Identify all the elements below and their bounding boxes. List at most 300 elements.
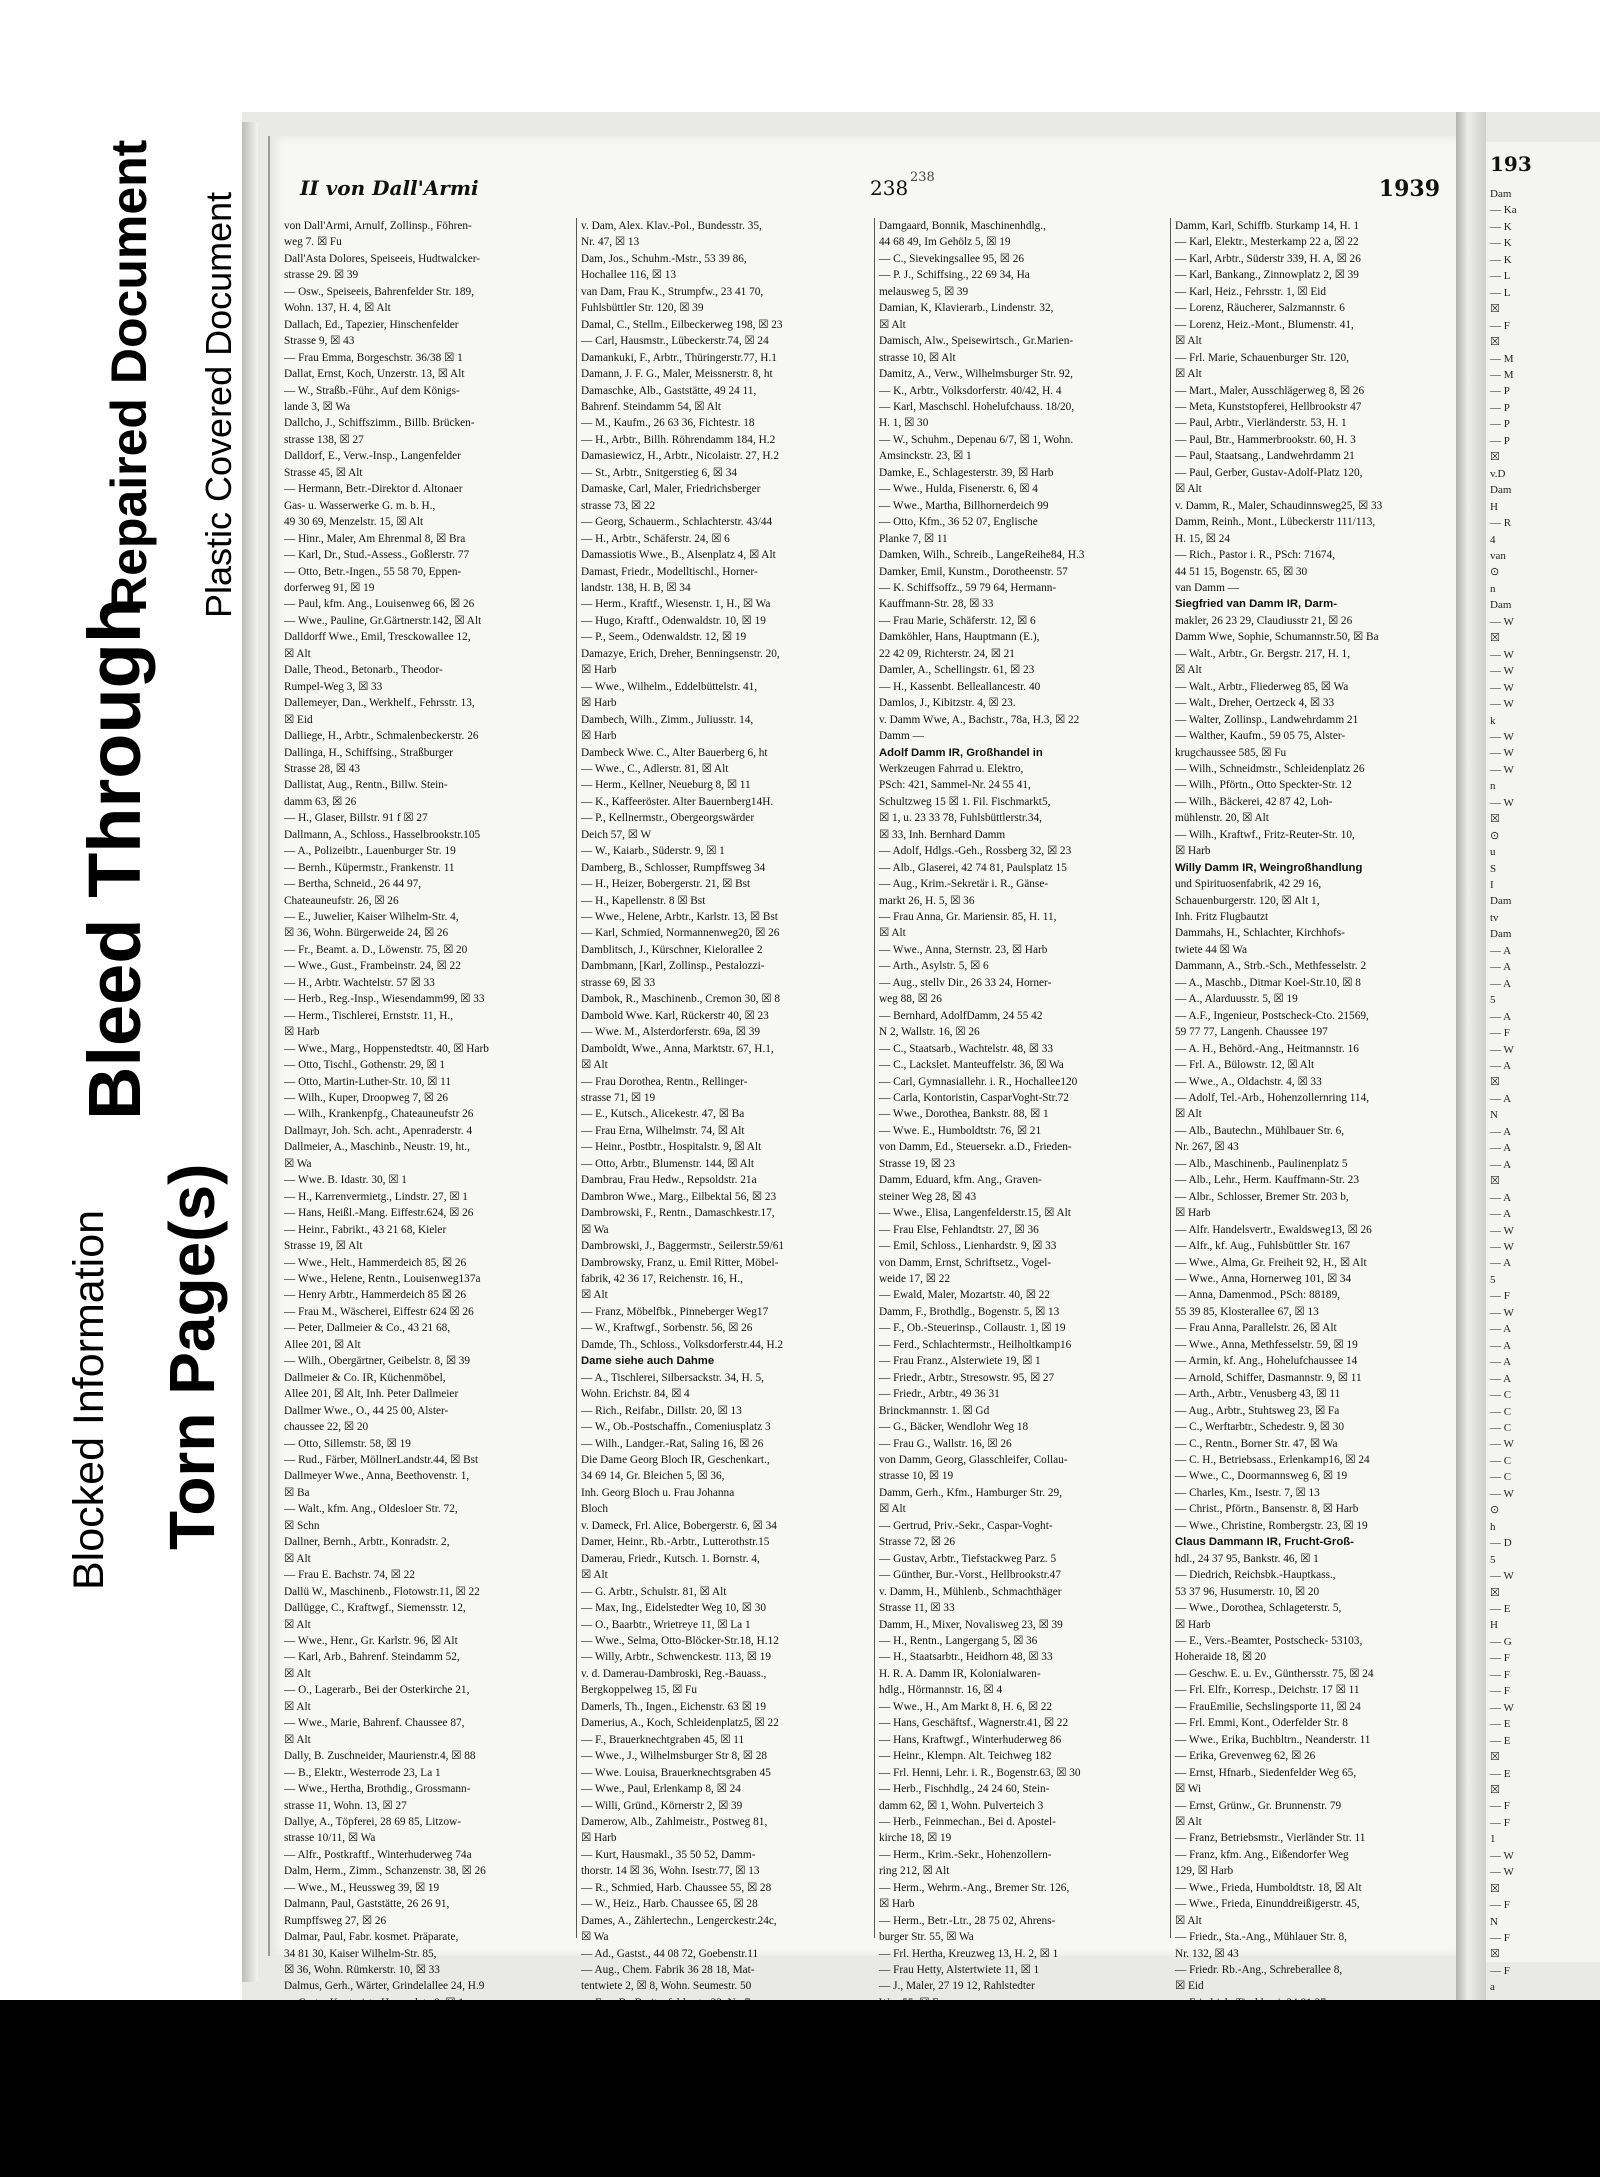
directory-entry: — E., Kutsch., Alicekestr. 47, ☒ Ba <box>581 1108 745 1121</box>
directory-entry: ☒ Alt <box>284 1700 311 1713</box>
directory-entry: Dallü W., Maschinenb., Flotowstr.11, ☒ 22 <box>284 1585 480 1598</box>
directory-entry: von Damm, Ernst, Schriftsetz., Vogel- <box>879 1256 1052 1269</box>
directory-entry: ☒ Wi <box>1175 1783 1202 1796</box>
facing-page-line: — C <box>1490 1471 1512 1484</box>
directory-entry: Claus Dammann IR, Frucht-Groß- <box>1175 1536 1354 1549</box>
directory-entry: — Wwe., Marg., Hoppenstedtstr. 40, ☒ Harb <box>284 1042 489 1055</box>
directory-entry: Dames, A., Zählertechn., Lengerckestr.24c, <box>581 1914 777 1927</box>
directory-entry: markt 26, H. 5, ☒ 36 <box>879 894 975 907</box>
facing-page-line: — A <box>1490 977 1512 990</box>
facing-page-line: u <box>1490 846 1496 859</box>
facing-page-line: — F <box>1490 1932 1510 1945</box>
directory-entry: Damke, E., Schlagesterstr. 39, ☒ Harb <box>879 466 1054 479</box>
directory-entry: strasse 10/11, ☒ Wa <box>284 1832 376 1845</box>
directory-entry: — Frau Hetty, Alstertwiete 11, ☒ 1 <box>879 1964 1040 1977</box>
directory-entry: van Damm — <box>1175 581 1240 594</box>
facing-page-line: — F <box>1490 1027 1510 1040</box>
directory-entry: Damm — <box>879 730 924 743</box>
directory-entry: — Frl. Hertha, Kreuzweg 13, H. 2, ☒ 1 <box>879 1947 1059 1960</box>
directory-entry: — G. Arbtr., Schulstr. 81, ☒ Alt <box>581 1585 727 1598</box>
directory-entry: — Herm., Wehrm.-Ang., Bremer Str. 126, <box>879 1881 1070 1894</box>
directory-entry: — Arth., Asylstr. 5, ☒ 6 <box>879 960 989 973</box>
directory-entry: melausweg 5, ☒ 39 <box>879 285 969 298</box>
directory-entry: — Wwe., Marie, Bahrenf. Chaussee 87, <box>284 1717 465 1730</box>
directory-entry: — W., Kaiarb., Süderstr. 9, ☒ 1 <box>581 845 725 858</box>
plastic-covered-label: Plastic Covered Document <box>198 191 239 618</box>
directory-entry: — H., Rentn., Langergang 5, ☒ 36 <box>879 1634 1038 1647</box>
directory-entry: burger Str. 55, ☒ Wa <box>879 1931 974 1944</box>
directory-entry: — Wwe., Henr., Gr. Karlstr. 96, ☒ Alt <box>284 1634 458 1647</box>
directory-entry: — Carl, Hausmstr., Lübeckerstr.74, ☒ 24 <box>581 335 769 348</box>
directory-entry: Dallmayr, Joh. Sch. acht., Apenraderstr. 4 <box>284 1124 473 1137</box>
facing-page-line: H <box>1490 1619 1498 1632</box>
directory-entry: Dally, B. Zuschneider, Maurienstr.4, ☒ 88 <box>284 1750 476 1763</box>
directory-entry: — Diedrich, Reichsbk.-Hauptkass., <box>1175 1569 1336 1582</box>
directory-entry: Willy Damm IR, Weingroßhandlung <box>1175 861 1363 874</box>
facing-page-line: ☒ <box>1490 632 1500 645</box>
directory-entry: ☒ Ba <box>284 1486 310 1499</box>
facing-page-line: — L <box>1490 286 1511 299</box>
directory-entry: — Günther, Bur.-Vorst., Hellbrookstr.47 <box>879 1569 1061 1582</box>
directory-entry: — Friedr., Arbtr., Stresowstr. 95, ☒ 27 <box>879 1371 1055 1384</box>
facing-page-year: 193 <box>1490 152 1532 176</box>
directory-entry: — H., Heizer, Bobergerstr. 21, ☒ Bst <box>581 878 751 891</box>
facing-page-line: — A <box>1490 1356 1512 1369</box>
directory-entry: Damann, J. F. G., Maler, Meissnerstr. 8, ht <box>581 368 773 381</box>
directory-entry: Dame siehe auch Dahme <box>581 1355 715 1368</box>
scan-bottom-margin <box>0 2000 1600 2177</box>
facing-page-line: H <box>1490 500 1498 513</box>
directory-entry: Dalmus, Gerh., Wärter, Grindelallee 24, H.9 <box>284 1980 485 1993</box>
directory-entry: — Wilh., Kuper, Droopweg 7, ☒ 26 <box>284 1092 449 1105</box>
directory-entry: Inh. Fritz Flugbautzt <box>1175 911 1269 924</box>
directory-entry: hdlg., Hörmannstr. 16, ☒ 4 <box>879 1684 1003 1697</box>
directory-entry: — Heinr., Fabrikt., 43 21 68, Kieler <box>284 1223 447 1236</box>
facing-page-line: — A <box>1490 1092 1512 1105</box>
directory-entry: — W., Straßb.-Führ., Auf dem Königs- <box>284 384 460 397</box>
directory-entry: ☒ Harb <box>879 1898 915 1911</box>
directory-entry: — Albr., Schlosser, Bremer Str. 203 b, <box>1175 1190 1349 1203</box>
directory-entry: damm 63, ☒ 26 <box>284 795 357 808</box>
directory-entry: — Adolf, Hdlgs.-Geh., Rossberg 32, ☒ 23 <box>879 845 1072 858</box>
facing-page-line: — W <box>1490 1438 1514 1451</box>
directory-entry: 55 39 85, Klosterallee 67, ☒ 13 <box>1175 1305 1319 1318</box>
facing-page-line: 5 <box>1490 994 1496 1007</box>
directory-entry: — Bertha, Schneid., 26 44 97, <box>284 878 422 891</box>
directory-entry: — H., Arbtr., Schäferstr. 24, ☒ 6 <box>581 532 730 545</box>
directory-entry: — O., Lagerarb., Bei der Osterkirche 21, <box>284 1684 470 1697</box>
directory-entry: — C., Staatsarb., Wachtelstr. 48, ☒ 33 <box>879 1042 1054 1055</box>
directory-entry: 53 37 96, Husumerstr. 10, ☒ 20 <box>1175 1585 1320 1598</box>
directory-entry: Dallmeyer Wwe., Anna, Beethovenstr. 1, <box>284 1470 470 1483</box>
directory-entry: — Adolf, Tel.-Arb., Hohenzollernring 114, <box>1175 1092 1370 1105</box>
facing-page-line: ⊙ <box>1490 1504 1500 1517</box>
directory-entry: ☒ Alt <box>1175 1815 1202 1828</box>
directory-entry: Damm, Karl, Schiffb. Sturkamp 14, H. 1 <box>1175 220 1359 232</box>
directory-entry: weg 88, ☒ 26 <box>879 993 942 1006</box>
directory-entry: — Walt., Arbtr., Fliederweg 85, ☒ Wa <box>1175 680 1349 693</box>
directory-entry: — Paul, kfm. Ang., Louisenweg 66, ☒ 26 <box>284 598 475 611</box>
facing-page-line: N <box>1490 1915 1498 1928</box>
directory-entry: — Henry Arbtr., Hammerdeich 85 ☒ 26 <box>284 1289 467 1302</box>
directory-entry: — Hans, Heißl.-Mang. Eiffestr.624, ☒ 26 <box>284 1207 474 1220</box>
directory-entry: — Carla, Kontoristin, CasparVoght-Str.72 <box>879 1092 1069 1105</box>
facing-page-line: — L <box>1490 270 1511 283</box>
directory-entry: v. Damm, H., Mühlenb., Schmachthäger <box>879 1585 1062 1598</box>
directory-entry: — Bernh., Küpermstr., Frankenstr. 11 <box>284 861 455 874</box>
directory-entry: Inh. Georg Bloch u. Frau Johanna <box>581 1486 735 1499</box>
directory-entry: ☒ Alt <box>284 1733 311 1746</box>
directory-entry: — O., Baarbtr., Wrietreye 11, ☒ La 1 <box>581 1618 751 1631</box>
directory-entry: Dallat, Ernst, Koch, Unzerstr. 13, ☒ Alt <box>284 368 465 381</box>
directory-entry: — Anna, Damenmod., PSch: 88189, <box>1175 1289 1341 1302</box>
facing-page-line: v.D <box>1490 467 1506 480</box>
facing-page-line: a <box>1490 1981 1495 1994</box>
facing-page-line: — E <box>1490 1767 1511 1780</box>
directory-entry: — Karl, Bankang., Zinnowplatz 2, ☒ 39 <box>1175 269 1359 282</box>
directory-entry: Dallner, Bernh., Arbtr., Konradstr. 2, <box>284 1536 450 1549</box>
directory-entry: Adolf Damm IR, Großhandel in <box>879 746 1043 759</box>
directory-entry: N 2, Wallstr. 16, ☒ 26 <box>879 1026 980 1039</box>
directory-entry: 59 77 77, Langenh. Chaussee 197 <box>1175 1026 1328 1039</box>
directory-entry: — Frau Franz., Alsterwiete 19, ☒ 1 <box>879 1355 1041 1368</box>
directory-entry: makler, 26 23 29, Claudiusstr 21, ☒ 26 <box>1175 614 1353 627</box>
directory-entry: Dallcho, J., Schiffszimm., Billb. Brücken- <box>284 417 475 430</box>
directory-entry: Dallmeier, A., Maschinb., Neustr. 19, ht., <box>284 1141 470 1154</box>
directory-entry: Damal, C., Stellm., Eilbeckerweg 198, ☒ 23 <box>581 318 783 331</box>
directory-entry: — A., Alarduusstr. 5, ☒ 19 <box>1175 993 1298 1006</box>
directory-entry: — Frl. Henni, Lehr. i. R., Bogenstr.63, ☒ 30 <box>879 1766 1081 1779</box>
directory-entry: ☒ Alt <box>1175 1914 1202 1927</box>
directory-entry: Dallmeier & Co. IR, Küchenmöbel, <box>284 1371 446 1384</box>
directory-entry: Damm, H., Mixer, Novalisweg 23, ☒ 39 <box>879 1618 1063 1631</box>
directory-entry: Dalmann, Paul, Gaststätte, 26 26 91, <box>284 1898 450 1911</box>
repaired-document-label: Repaired Document <box>101 139 157 612</box>
directory-entry: Dallmer Wwe., O., 44 25 00, Alster- <box>284 1404 449 1417</box>
directory-entry: — Alb., Bautechn., Mühlbauer Str. 6, <box>1175 1124 1345 1137</box>
directory-entry: Dalldorff Wwe., Emil, Tresckowallee 12, <box>284 631 471 644</box>
directory-entry: Dallistat, Aug., Rentn., Billw. Stein- <box>284 779 448 792</box>
directory-entry: — Alfr. Handelsvertr., Ewaldsweg13, ☒ 26 <box>1175 1223 1372 1236</box>
directory-entry: — Rich., Reifabr., Dillstr. 20, ☒ 13 <box>581 1404 742 1417</box>
facing-page-line: — A <box>1490 1125 1512 1138</box>
directory-entry: — Rich., Pastor i. R., PSch: 71674, <box>1175 549 1336 562</box>
directory-entry: ☒ Alt <box>284 1667 311 1680</box>
facing-page-line: — W <box>1490 681 1514 694</box>
facing-page-line: ☒ <box>1490 1076 1500 1089</box>
directory-entry: ☒ Alt <box>1175 335 1202 348</box>
bleed-page-number: 238 <box>910 170 935 185</box>
facing-page-line: ⊙ <box>1490 566 1500 579</box>
directory-entry: — Wwe., Dorothea, Schlageterstr. 5, <box>1175 1602 1342 1615</box>
directory-entry: ☒ Alt <box>1175 1108 1202 1121</box>
facing-page-line: 5 <box>1490 1273 1496 1286</box>
facing-page-line: — C <box>1490 1389 1512 1402</box>
year-label: 1939 <box>1378 176 1440 202</box>
directory-entry: Werkzeugen Fahrrad u. Elektro, <box>879 762 1024 775</box>
directory-entry: strasse 10, ☒ 19 <box>879 1470 954 1483</box>
directory-entry: Bloch <box>581 1503 608 1516</box>
directory-entry: — Franz, Betriebsmstr., Vierländer Str. 11 <box>1175 1832 1366 1845</box>
directory-entry: — Otto, Arbtr., Blumenstr. 144, ☒ Alt <box>581 1157 754 1170</box>
directory-entry: — H., Arbtr. Wachtelstr. 57 ☒ 33 <box>284 976 435 989</box>
facing-page-line: — C <box>1490 1421 1512 1434</box>
directory-entry: — St., Arbtr., Snitgerstieg 6, ☒ 34 <box>581 466 738 479</box>
directory-entry: Damboldt, Wwe., Anna, Marktstr. 67, H.1, <box>581 1042 774 1055</box>
directory-entry: von Dall'Armi, Arnulf, Zollinsp., Föhren- <box>284 220 472 232</box>
directory-entry: — Frau E. Bachstr. 74, ☒ 22 <box>284 1569 415 1582</box>
directory-entry: — Alb., Lehr., Herm. Kauffmann-Str. 23 <box>1175 1174 1359 1187</box>
directory-entry: und Spirituosenfabrik, 42 29 16, <box>1175 878 1322 891</box>
column-1 <box>284 218 564 1993</box>
directory-entry: ☒ Harb <box>1175 1207 1211 1220</box>
directory-entry: 129, ☒ Harb <box>1175 1865 1234 1878</box>
directory-entry: Schauenburgerstr. 120, ☒ Alt 1, <box>1175 894 1320 907</box>
directory-entry: Damazye, Erich, Dreher, Benningsenstr. 20, <box>581 647 780 660</box>
directory-entry: ☒ 36, Wohn. Bürgerweide 24, ☒ 26 <box>284 927 449 940</box>
directory-entry: — Wwe. M., Alsterdorferstr. 69a, ☒ 39 <box>581 1026 761 1039</box>
directory-entry: — Friedr., Sta.-Ang., Mühlauer Str. 8, <box>1175 1931 1347 1944</box>
directory-entry: — Gertrud, Priv.-Sekr., Caspar-Voght- <box>879 1519 1053 1532</box>
facing-page-line: n <box>1490 582 1496 595</box>
directory-entry: Dammahs, H., Schlachter, Kirchhofs- <box>1175 927 1345 940</box>
directory-entry: Damer, Heinr., Rb.-Arbtr., Lutterothstr.15 <box>581 1536 770 1549</box>
facing-page-line: — A <box>1490 1142 1512 1155</box>
directory-entry: — Wwe. Louisa, Brauerknechtsgraben 45 <box>581 1766 771 1779</box>
directory-entry: — Alb., Maschinenb., Paulinenplatz 5 <box>1175 1157 1348 1170</box>
directory-entry: — G., Bäcker, Wendlohr Weg 18 <box>879 1421 1029 1434</box>
directory-entry: — Aug., Chem. Fabrik 36 28 18, Mat- <box>581 1964 755 1977</box>
directory-entry: — P. J., Schiffsing., 22 69 34, Ha <box>879 269 1030 282</box>
directory-entry: Strasse 9, ☒ 43 <box>284 335 355 348</box>
directory-entry: Dallach, Ed., Tapezier, Hinschenfelder <box>284 318 459 331</box>
directory-entry: — Emil, Schloss., Lienhardstr. 9, ☒ 33 <box>879 1240 1057 1253</box>
directory-entry: — Walt., kfm. Ang., Oldesloer Str. 72, <box>284 1503 458 1516</box>
directory-entry: ☒ Eid <box>1175 1980 1204 1993</box>
facing-page-line: Dam <box>1490 928 1512 941</box>
directory-entry: — Frl. Marie, Schauenburger Str. 120, <box>1175 351 1349 364</box>
directory-entry: — Frau Dorothea, Rentn., Rellinger- <box>581 1075 748 1088</box>
directory-entry: Wohn. Erichstr. 84, ☒ 4 <box>581 1388 690 1401</box>
directory-entry: Damde, Th., Schloss., Volksdorferstr.44, H.2 <box>581 1338 784 1351</box>
directory-entry: — Willy, Arbtr., Schwenckestr. 113, ☒ 19 <box>581 1651 771 1664</box>
facing-page-line: — A <box>1490 1339 1512 1352</box>
directory-entry: ☒ 1, u. 23 33 78, Fuhlsbüttlerstr.34, <box>879 812 1042 825</box>
page-number: 238 <box>870 176 909 200</box>
directory-entry: Dambmann, [Karl, Zollinsp., Pestalozzi- <box>581 960 765 973</box>
directory-entry: Dambrowski, F., Rentn., Damaschkestr.17, <box>581 1207 775 1220</box>
directory-entry: — Carl, Gymnasiallehr. i. R., Hochallee120 <box>879 1075 1078 1088</box>
directory-entry: — Karl, Heiz., Fehrsstr. 1, ☒ Eid <box>1175 285 1327 298</box>
directory-entry: H. 1, ☒ 30 <box>879 417 929 430</box>
column-3 <box>874 218 1159 1993</box>
facing-page-line: — R <box>1490 517 1512 530</box>
directory-entry: Damblitsch, J., Kürschner, Kielorallee 2 <box>581 943 763 956</box>
directory-entry: — Frl. A., Bülowstr. 12, ☒ Alt <box>1175 1059 1315 1072</box>
directory-entry: — Paul, Arbtr., Vierländerstr. 53, H. 1 <box>1175 417 1347 430</box>
annotation-labels <box>0 0 250 2177</box>
directory-entry: van Dam, Frau K., Strumpfw., 23 41 70, <box>581 285 764 298</box>
directory-entry: Damm Wwe, Sophie, Schumannstr.50, ☒ Ba <box>1175 631 1379 644</box>
directory-entry: — Karl, Arbtr., Süderstr 339, H. A, ☒ 26 <box>1175 252 1361 265</box>
directory-entry: strasse 71, ☒ 19 <box>581 1092 656 1105</box>
facing-page-line: — A <box>1490 1372 1512 1385</box>
directory-entry: ☒ Alt <box>1175 664 1202 677</box>
directory-entry: weg 7. ☒ Fu <box>284 236 342 249</box>
facing-page-line: S <box>1490 862 1497 875</box>
directory-entry: H. R. A. Damm IR, Kolonialwaren- <box>879 1667 1041 1680</box>
directory-entry: Dallye, A., Töpferei, 28 69 85, Litzow- <box>284 1815 462 1828</box>
directory-entry: — Ernst, Hfnarb., Siedenfelder Weg 65, <box>1175 1766 1357 1779</box>
directory-entry: strasse 11, Wohn. 13, ☒ 27 <box>284 1799 407 1812</box>
directory-entry: — Wwe., Frieda, Einunddreißigerstr. 45, <box>1175 1898 1360 1911</box>
directory-entry: — Fr., Beamt. a. D., Löwenstr. 75, ☒ 20 <box>284 943 468 956</box>
directory-entry: — Hinr., Maler, Am Ehrenmal 8, ☒ Bra <box>284 532 466 545</box>
directory-entry: — Karl, Arb., Bahrenf. Steindamm 52, <box>284 1651 460 1664</box>
directory-entry: — C., Rentn., Borner Str. 47, ☒ Wa <box>1175 1437 1338 1450</box>
directory-entry: — R., Schmied, Harb. Chaussee 55, ☒ 28 <box>581 1881 772 1894</box>
directory-entry: twiete 44 ☒ Wa <box>1175 943 1248 956</box>
directory-entry: — Armin, kf. Ang., Hohelufchaussee 14 <box>1175 1355 1358 1368</box>
directory-entry: v. Damm Wwe, A., Bachstr., 78a, H.3, ☒ 22 <box>879 713 1080 726</box>
directory-entry: — Charles, Km., Isestr. 7, ☒ 13 <box>1175 1486 1320 1499</box>
directory-entry: Dambron Wwe., Marg., Eilbektal 56, ☒ 23 <box>581 1190 777 1203</box>
directory-entry: dorferweg 91, ☒ 19 <box>284 581 375 594</box>
directory-entry: Dambech, Wilh., Zimm., Juliusstr. 14, <box>581 713 754 726</box>
facing-page-line: — F <box>1490 1685 1510 1698</box>
facing-page-line: — K <box>1490 253 1512 266</box>
directory-entry: — H., Arbtr., Billh. Röhrendamm 184, H.2 <box>581 433 776 446</box>
directory-entry: Dambrau, Frau Hedw., Repsoldstr. 21a <box>581 1174 757 1187</box>
directory-entry: — Wwe., Hulda, Fisenerstr. 6, ☒ 4 <box>879 483 1038 496</box>
bleed-through-label: Bleed Through <box>73 597 156 1120</box>
facing-page-line: ☒ <box>1490 1751 1500 1764</box>
directory-entry: Strasse 19, ☒ Alt <box>284 1240 363 1253</box>
directory-entry: Dalmar, Paul, Fabr. kosmet. Präparate, <box>284 1931 459 1944</box>
directory-entry: Nr. 267, ☒ 43 <box>1175 1141 1239 1154</box>
facing-page-line: — A <box>1490 1257 1512 1270</box>
directory-entry: Allee 201, ☒ Alt, Inh. Peter Dallmeier <box>284 1388 459 1401</box>
directory-entry: — H., Kassenbt. Belleallancestr. 40 <box>879 680 1041 693</box>
directory-entry: — Lorenz, Räucherer, Salzmannstr. 6 <box>1175 302 1345 315</box>
directory-entry: Chateauneufstr. 26, ☒ 26 <box>284 894 399 907</box>
directory-entry: — Frau Else, Fehlandtstr. 27, ☒ 36 <box>879 1223 1039 1236</box>
directory-entry: ☒ Alt <box>879 927 906 940</box>
directory-entry: — Wwe., Paul, Erlenkamp 8, ☒ 24 <box>581 1783 741 1796</box>
directory-entry: Brinckmannstr. 1. ☒ Gd <box>879 1404 990 1417</box>
directory-entry: — Heinr., Postbtr., Hospitalstr. 9, ☒ Alt <box>581 1141 762 1154</box>
directory-entry: — Ad., Gastst., 44 08 72, Goebenstr.11 <box>581 1947 759 1960</box>
directory-entry: ☒ Alt <box>879 1503 906 1516</box>
directory-entry: ☒ Eid <box>284 713 313 726</box>
directory-entry: Gas- u. Wasserwerke G. m. b. H., <box>284 499 436 512</box>
facing-page-line: h <box>1490 1520 1496 1533</box>
directory-entry: — C. H., Betriebsass., Erlenkamp16, ☒ 24 <box>1175 1453 1370 1466</box>
directory-entry: ☒ 36, Wohn. Rümkerstr. 10, ☒ 33 <box>284 1964 440 1977</box>
directory-entry: — Wwe., Wilhelm., Eddelbüttelstr. 41, <box>581 680 758 693</box>
facing-page-line: — A <box>1490 1208 1512 1221</box>
directory-entry: — W., Ob.-Postschaffn., Comeniusplatz 3 <box>581 1421 771 1434</box>
directory-entry: Hochallee 116, ☒ 13 <box>581 269 677 282</box>
directory-entry: v. Damm, R., Maler, Schaudinnsweg25, ☒ 33 <box>1175 499 1383 512</box>
facing-page-line: — F <box>1490 1652 1510 1665</box>
directory-entry: — Frau Anna, Parallelstr. 26, ☒ Alt <box>1175 1322 1337 1335</box>
directory-entry: — Otto, Sillemstr. 58, ☒ 19 <box>284 1437 411 1450</box>
directory-entry: — W., Heiz., Harb. Chaussee 65, ☒ 28 <box>581 1898 758 1911</box>
directory-entry: — Wilh., Schneidmstr., Schleidenplatz 26 <box>1175 762 1365 775</box>
directory-entry: — W., Kraftwgf., Sorbenstr. 56, ☒ 26 <box>581 1322 753 1335</box>
directory-entry: — Hugo, Kraftf., Odenwaldstr. 10, ☒ 19 <box>581 614 766 627</box>
directory-entry: strasse 69, ☒ 33 <box>581 976 656 989</box>
facing-page-line: ☒ <box>1490 813 1500 826</box>
directory-entry: — Wwe., Anna, Hornerweg 101, ☒ 34 <box>1175 1273 1352 1285</box>
directory-entry: — Wwe., Erika, Buchbltrn., Neanderstr. 11 <box>1175 1733 1371 1746</box>
directory-entry: hdl., 24 37 95, Bankstr. 46, ☒ 1 <box>1175 1552 1319 1565</box>
directory-entry: ☒ Wa <box>284 1157 312 1170</box>
directory-entry: — Aug., stellv Dir., 26 33 24, Horner- <box>879 976 1052 989</box>
directory-entry: — Herb., Reg.-Insp., Wiesendamm99, ☒ 33 <box>284 993 485 1006</box>
directory-entry: — Wilh., Kraftwf., Fritz-Reuter-Str. 10, <box>1175 828 1355 841</box>
directory-entry: Damler, A., Schellingstr. 61, ☒ 23 <box>879 664 1035 677</box>
directory-entry: — Gustav, Arbtr., Tiefstackweg Parz. 5 <box>879 1552 1057 1565</box>
directory-entry: — Otto, Tischl., Gothenstr. 29, ☒ 1 <box>284 1059 446 1072</box>
directory-entry: — E., Juwelier, Kaiser Wilhelm-Str. 4, <box>284 911 459 924</box>
directory-entry: — Geschw. E. u. Ev., Günthersstr. 75, ☒ 24 <box>1175 1667 1374 1680</box>
directory-entry: Damaschke, Alb., Gaststätte, 49 24 11, <box>581 384 757 397</box>
facing-page-line: — W <box>1490 1701 1514 1714</box>
facing-page-line: — P <box>1490 434 1510 447</box>
facing-page-line: — E <box>1490 1718 1511 1731</box>
directory-entry: — Ewald, Maler, Mozartstr. 40, ☒ 22 <box>879 1289 1050 1302</box>
directory-entry: — Wwe. E., Humboldtstr. 76, ☒ 21 <box>879 1124 1042 1137</box>
directory-entry: landstr. 138, H. B, ☒ 34 <box>581 581 691 594</box>
directory-entry: — C., Lackslet. Manteuffelstr. 36, ☒ Wa <box>879 1059 1064 1072</box>
directory-entry: weide 17, ☒ 22 <box>879 1273 950 1285</box>
directory-entry: — FrauEmilie, Sechslingsporte 11, ☒ 24 <box>1175 1700 1361 1713</box>
directory-entry: — Wwe., Hertha, Brothdig., Grossmann- <box>284 1783 471 1796</box>
directory-entry: — Karl, Elektr., Mesterkamp 22 a, ☒ 22 <box>1175 236 1359 249</box>
facing-page-line: — C <box>1490 1454 1512 1467</box>
facing-page-line: — P <box>1490 418 1510 431</box>
directory-entry: — B., Elektr., Westerrode 23, La 1 <box>284 1766 441 1779</box>
directory-entry: Fuhlsbüttler Str. 120, ☒ 39 <box>581 302 704 315</box>
directory-entry: — Otto, Betr.-Ingen., 55 58 70, Eppen- <box>284 565 462 578</box>
directory-entry: Bergkoppelweg 15, ☒ Fu <box>581 1684 697 1697</box>
directory-entry: Damm, F., Brothdlg., Bogenstr. 5, ☒ 13 <box>879 1305 1060 1318</box>
directory-entry: ☒ 33, Inh. Bernhard Damm <box>879 828 1006 841</box>
directory-entry: — Wwe., C., Doormannsweg 6, ☒ 19 <box>1175 1470 1348 1483</box>
directory-entry: Dambrowski, J., Baggermstr., Seilerstr.59/61 <box>581 1240 785 1253</box>
directory-entry: Damerow, Alb., Zahlmeistr., Postweg 81, <box>581 1815 768 1828</box>
facing-page-line: ☒ <box>1490 303 1500 316</box>
directory-entry: Amsinckstr. 23, ☒ 1 <box>879 450 972 463</box>
page-header <box>270 170 1458 210</box>
directory-entry: — Karl, Maschschl. Hohelufchauss. 18/20, <box>879 400 1075 413</box>
directory-entry: Kauffmann-Str. 28, ☒ 33 <box>879 598 994 611</box>
directory-entry: Dam, Jos., Schuhm.-Mstr., 53 39 86, <box>581 252 747 265</box>
directory-entry: Damken, Wilh., Schreib., LangeReihe84, H.3 <box>879 549 1085 562</box>
directory-entry: — Arnold, Schiffer, Dasmannstr. 9, ☒ 11 <box>1175 1371 1362 1384</box>
directory-entry: Dallmann, A., Schloss., Hasselbrookstr.105 <box>284 828 481 841</box>
facing-page-line: — A <box>1490 944 1512 957</box>
facing-page-line: — A <box>1490 961 1512 974</box>
facing-page-line: — A <box>1490 1158 1512 1171</box>
directory-entry: Damköhler, Hans, Hauptmann (E.), <box>879 631 1040 644</box>
directory-entry: steiner Weg 28, ☒ 43 <box>879 1190 977 1203</box>
directory-entry: — C., Sievekingsallee 95, ☒ 26 <box>879 252 1025 265</box>
directory-entry: — Walter, Zollinsp., Landwehrdamm 21 <box>1175 713 1359 726</box>
directory-entry: ☒ Alt <box>581 1289 608 1302</box>
